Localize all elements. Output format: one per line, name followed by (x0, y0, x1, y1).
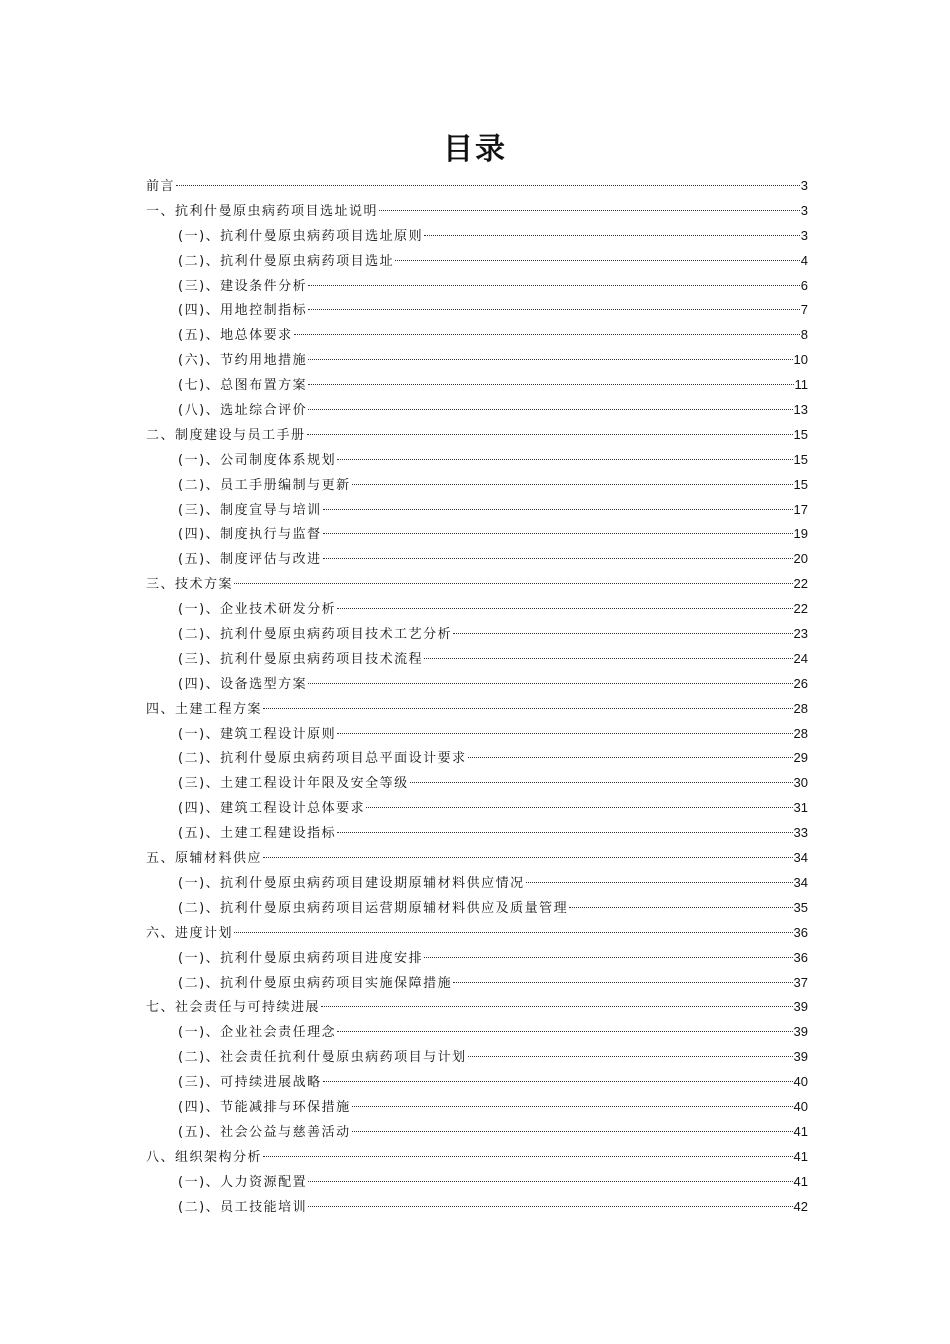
toc-entry-page-number: 28 (793, 725, 808, 741)
toc-entry-label: (一)、抗利什曼原虫病药项目进度安排 (178, 950, 424, 966)
toc-entry-page-number: 22 (793, 576, 808, 592)
toc-entry-label: 七、社会责任与可持续进展 (146, 1000, 321, 1016)
dot-leader (468, 1056, 793, 1057)
toc-entry-label: (一)、抗利什曼原虫病药项目建设期原辅材料供应情况 (178, 875, 525, 891)
toc-entry-label: (一)、建筑工程设计原则 (178, 726, 337, 742)
toc-entry[interactable] (146, 1120, 808, 1145)
toc-entry-page-number: 40 (793, 1098, 808, 1114)
toc-entry-label: (二)、抗利什曼原虫病药项目总平面设计要求 (178, 751, 467, 767)
toc-entry-page-number: 17 (793, 501, 808, 517)
toc-entry-page-number: 3 (800, 178, 808, 193)
toc-entry[interactable] (146, 1170, 808, 1195)
toc-entry[interactable] (146, 572, 808, 597)
toc-entry-page-number: 15 (793, 476, 808, 492)
toc-entry[interactable] (146, 896, 808, 921)
toc-entry[interactable] (146, 498, 808, 523)
toc-entry-label: (三)、可持续进展战略 (178, 1075, 322, 1091)
toc-entry-label: 三、技术方案 (146, 577, 234, 593)
toc-entry-page-number: 24 (793, 650, 808, 666)
toc-entry-page-number: 30 (793, 775, 808, 791)
toc-entry[interactable] (146, 771, 808, 796)
toc-entry[interactable] (146, 946, 808, 971)
toc-entry[interactable] (146, 398, 808, 423)
toc-entry-label: (四)、节能减排与环保措施 (178, 1099, 351, 1115)
toc-entry[interactable] (146, 1195, 808, 1220)
toc-entry[interactable] (146, 622, 808, 647)
toc-entry-page-number: 34 (793, 874, 808, 890)
table-of-contents (146, 174, 808, 1219)
toc-entry-page-number: 34 (793, 850, 808, 866)
toc-entry-page-number: 40 (793, 1074, 808, 1090)
toc-entry-label: (四)、用地控制指标 (178, 303, 308, 319)
dot-leader (323, 509, 793, 510)
toc-entry-label: (四)、设备选型方案 (178, 676, 308, 692)
dot-leader (234, 583, 793, 584)
toc-entry[interactable] (146, 522, 808, 547)
toc-entry-page-number: 13 (793, 402, 808, 418)
dot-leader (263, 1156, 793, 1157)
toc-entry-label: (一)、企业技术研发分析 (178, 602, 337, 618)
dot-leader (569, 907, 792, 908)
toc-entry-page-number: 15 (793, 451, 808, 467)
dot-leader (263, 857, 793, 858)
toc-entry-page-number: 28 (793, 700, 808, 716)
toc-entry-label: (二)、抗利什曼原虫病药项目技术工艺分析 (178, 627, 453, 643)
toc-entry-label: (三)、建设条件分析 (178, 278, 308, 294)
toc-entry-page-number: 36 (793, 949, 808, 965)
dot-leader (263, 708, 793, 709)
toc-entry-page-number: 3 (800, 202, 808, 218)
toc-entry[interactable] (146, 971, 808, 996)
toc-entry-label: 五、原辅材料供应 (146, 851, 263, 867)
toc-entry-page-number: 37 (793, 974, 808, 990)
toc-entry-page-number: 4 (800, 252, 808, 268)
dot-leader (468, 757, 793, 758)
toc-entry-page-number: 31 (793, 800, 808, 816)
toc-entry-page-number: 42 (793, 1198, 808, 1214)
dot-leader (526, 882, 793, 883)
dot-leader (308, 409, 792, 410)
toc-entry[interactable] (146, 174, 808, 199)
dot-leader (337, 832, 792, 833)
dot-leader (308, 384, 793, 385)
toc-entry-label: (二)、员工技能培训 (178, 1199, 308, 1215)
toc-entry-label: (二)、员工手册编制与更新 (178, 477, 351, 493)
dot-leader (337, 1031, 792, 1032)
dot-leader (424, 957, 792, 958)
dot-leader (395, 260, 800, 261)
toc-entry[interactable] (146, 821, 808, 846)
dot-leader (337, 608, 792, 609)
toc-entry-page-number: 41 (793, 1173, 808, 1189)
toc-entry-page-number: 15 (793, 426, 808, 442)
dot-leader (308, 309, 800, 310)
toc-entry-label: 四、土建工程方案 (146, 701, 263, 717)
dot-leader (424, 658, 792, 659)
dot-leader (453, 633, 792, 634)
toc-entry[interactable] (146, 597, 808, 622)
dot-leader (366, 807, 792, 808)
dot-leader (352, 484, 793, 485)
toc-entry-label: 八、组织架构分析 (146, 1149, 263, 1165)
toc-entry-page-number: 22 (793, 601, 808, 617)
toc-entry[interactable] (146, 274, 808, 299)
dot-leader (308, 1206, 792, 1207)
toc-entry-page-number: 41 (793, 1148, 808, 1164)
toc-entry[interactable] (146, 373, 808, 398)
toc-entry-page-number: 41 (793, 1123, 808, 1139)
toc-entry[interactable] (146, 473, 808, 498)
dot-leader (308, 285, 800, 286)
toc-entry-label: (二)、抗利什曼原虫病药项目选址 (178, 253, 395, 269)
toc-entry-page-number: 3 (800, 227, 808, 243)
toc-entry-page-number: 20 (793, 551, 808, 567)
toc-entry-page-number: 11 (794, 377, 808, 393)
toc-entry-page-number: 33 (793, 825, 808, 841)
toc-entry-label: (四)、制度执行与监督 (178, 527, 322, 543)
toc-entry-page-number: 7 (800, 302, 808, 318)
toc-entry-label: (八)、选址综合评价 (178, 403, 308, 419)
toc-entry-label: (五)、地总体要求 (178, 328, 293, 344)
toc-entry[interactable] (146, 547, 808, 572)
toc-entry[interactable] (146, 323, 808, 348)
toc-entry-page-number: 8 (800, 327, 808, 343)
toc-entry[interactable] (146, 298, 808, 323)
dot-leader (352, 1106, 793, 1107)
toc-entry[interactable] (146, 746, 808, 771)
toc-entry-page-number: 39 (793, 1049, 808, 1065)
dot-leader (337, 459, 792, 460)
toc-entry[interactable] (146, 1045, 808, 1070)
dot-leader (337, 733, 792, 734)
toc-entry-page-number: 23 (793, 626, 808, 642)
toc-entry[interactable] (146, 199, 808, 224)
toc-entry-label: (三)、土建工程设计年限及安全等级 (178, 776, 409, 792)
toc-entry-label: (二)、社会责任抗利什曼原虫病药项目与计划 (178, 1050, 467, 1066)
dot-leader (308, 1181, 792, 1182)
toc-entry[interactable] (146, 995, 808, 1020)
dot-leader (321, 1006, 793, 1007)
toc-entry-label: (三)、制度宣导与培训 (178, 502, 322, 518)
toc-entry[interactable] (146, 1145, 808, 1170)
dot-leader (234, 932, 793, 933)
toc-entry-label: (三)、抗利什曼原虫病药项目技术流程 (178, 651, 424, 667)
toc-entry-page-number: 10 (793, 352, 808, 368)
toc-entry[interactable] (146, 697, 808, 722)
toc-entry-label: 六、进度计划 (146, 925, 234, 941)
toc-entry[interactable] (146, 647, 808, 672)
toc-entry-label: (七)、总图布置方案 (178, 378, 308, 394)
toc-entry[interactable] (146, 249, 808, 274)
dot-leader (308, 359, 792, 360)
toc-entry-label: (五)、社会公益与慈善活动 (178, 1124, 351, 1140)
toc-entry[interactable] (146, 871, 808, 896)
toc-entry-label: (一)、人力资源配置 (178, 1174, 308, 1190)
toc-entry[interactable] (146, 796, 808, 821)
toc-entry[interactable] (146, 1070, 808, 1095)
dot-leader (424, 235, 800, 236)
toc-entry-page-number: 29 (793, 750, 808, 766)
toc-entry[interactable] (146, 423, 808, 448)
toc-entry-label: (六)、节约用地措施 (178, 353, 308, 369)
toc-entry-label: 一、抗利什曼原虫病药项目选址说明 (146, 203, 379, 219)
toc-entry-label: (一)、公司制度体系规划 (178, 452, 337, 468)
toc-entry[interactable] (146, 1095, 808, 1120)
toc-entry[interactable] (146, 722, 808, 747)
dot-leader (323, 558, 793, 559)
toc-entry-page-number: 39 (793, 999, 808, 1015)
toc-entry-page-number: 19 (793, 526, 808, 542)
toc-entry-label: (一)、企业社会责任理念 (178, 1025, 337, 1041)
toc-entry-label: (五)、制度评估与改进 (178, 552, 322, 568)
dot-leader (410, 782, 793, 783)
toc-entry[interactable] (146, 846, 808, 871)
dot-leader (176, 185, 800, 186)
toc-entry-label: (五)、土建工程建设指标 (178, 826, 337, 842)
toc-title: 目录 (443, 132, 507, 167)
toc-entry-label: 二、制度建设与员工手册 (146, 427, 306, 443)
toc-entry-page-number: 6 (800, 277, 808, 293)
toc-entry-page-number: 35 (793, 899, 808, 915)
toc-entry[interactable] (146, 1020, 808, 1045)
toc-entry-label: (二)、抗利什曼原虫病药项目实施保障措施 (178, 975, 453, 991)
toc-entry[interactable] (146, 921, 808, 946)
toc-entry[interactable] (146, 224, 808, 249)
toc-entry[interactable] (146, 672, 808, 697)
dot-leader (294, 334, 800, 335)
toc-entry-label: (二)、抗利什曼原虫病药项目运营期原辅材料供应及质量管理 (178, 900, 569, 916)
dot-leader (453, 982, 792, 983)
dot-leader (379, 210, 800, 211)
toc-entry[interactable] (146, 448, 808, 473)
toc-entry-page-number: 39 (793, 1024, 808, 1040)
toc-entry-label: 前言 (146, 179, 176, 194)
toc-entry-page-number: 26 (793, 675, 808, 691)
toc-entry[interactable] (146, 348, 808, 373)
toc-entry-label: (一)、抗利什曼原虫病药项目选址原则 (178, 228, 424, 244)
dot-leader (323, 1081, 793, 1082)
dot-leader (323, 533, 793, 534)
toc-entry-page-number: 36 (793, 924, 808, 940)
dot-leader (308, 683, 792, 684)
dot-leader (307, 434, 793, 435)
toc-entry-label: (四)、建筑工程设计总体要求 (178, 801, 366, 817)
dot-leader (352, 1131, 793, 1132)
